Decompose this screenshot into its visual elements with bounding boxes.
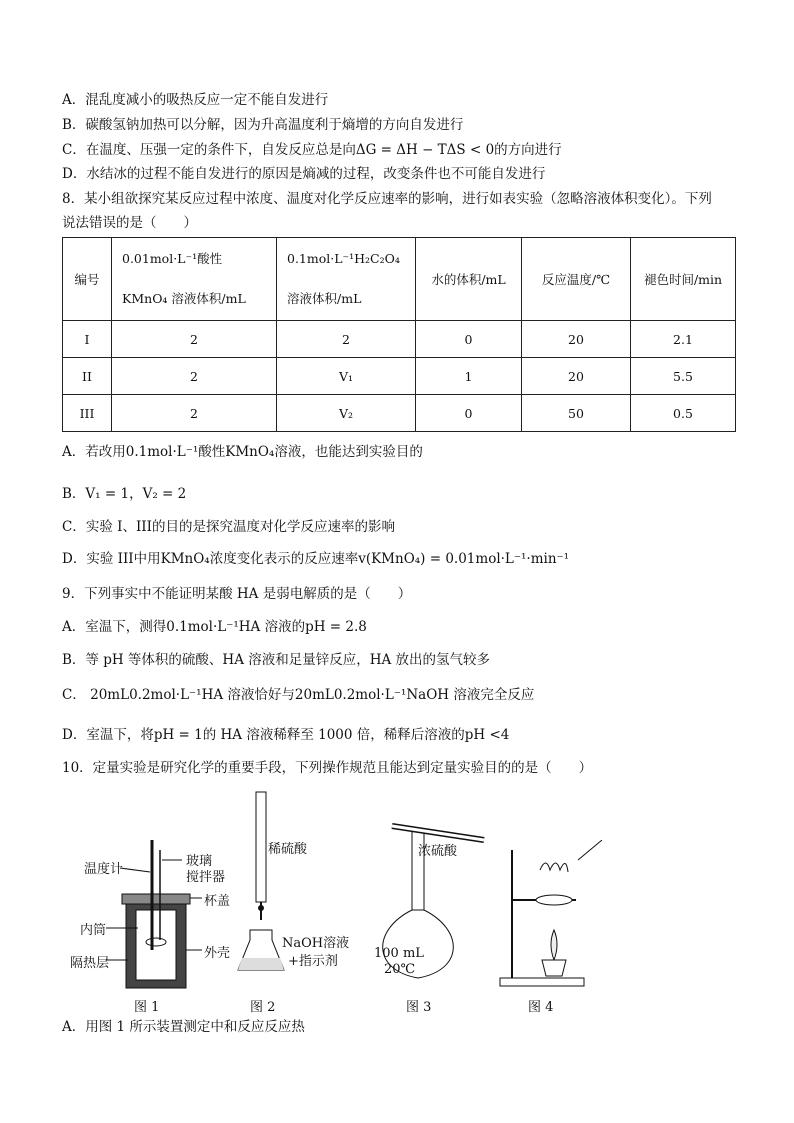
q8-option-c: C．实验 I、III的目的是探究温度对化学反应速率的影响 (62, 519, 395, 535)
q7-option-b: B．碳酸氢钠加热可以分解，因为升高温度利于熵增的方向自发进行 (62, 117, 464, 133)
header-kmno4 (112, 238, 277, 321)
label-insulation: 隔热层 (70, 956, 110, 971)
label-volume: 100 mL (374, 946, 424, 961)
header-kmno4-line1: 0.01mol·L⁻¹酸性 (122, 251, 223, 266)
header-kmno4-line2: KMnO₄ 溶液体积/mL (122, 291, 246, 306)
header-h2c2o4-line1: 0.1mol·L⁻¹H₂C₂O₄ (287, 251, 400, 266)
header-temp: 反应温度/℃ (522, 238, 631, 321)
q8-stem-line2: 说法错误的是（ ） (62, 215, 197, 231)
q8-option-d: D．实验 III中用KMnO₄浓度变化表示的反应速率v(KMnO₄) = 0.01mol·L⁻¹·min⁻¹ (62, 551, 570, 567)
cell-h2c2o4: 2 (277, 321, 416, 358)
label-dilute-acid: 稀硫酸 (268, 842, 308, 857)
cell-time: 2.1 (631, 321, 736, 358)
table-row (63, 395, 736, 432)
cell-water: 1 (416, 358, 522, 395)
cell-time: 5.5 (631, 358, 736, 395)
header-time: 褪色时间/min (631, 238, 736, 321)
q10-option-a: A．用图 1 所示装置测定中和反应反应热 (62, 1019, 305, 1035)
cell-id: II (63, 358, 112, 395)
q9-stem: 9．下列事实中不能证明某酸 HA 是弱电解质的是（ ） (62, 586, 412, 602)
cell-temp: 20 (522, 321, 631, 358)
cell-h2c2o4: V₂ (277, 395, 416, 432)
apparatus-figures (62, 790, 736, 1020)
label-shell: 外壳 (204, 946, 231, 961)
header-water: 水的体积/mL (416, 238, 522, 321)
header-number: 编号 (63, 238, 112, 321)
table-row (63, 358, 736, 395)
q10-stem: 10．定量实验是研究化学的重要手段，下列操作规范且能达到定量实验目的的是（ ） (62, 760, 593, 776)
cell-kmno4: 2 (112, 395, 277, 432)
table-header-row (63, 238, 736, 321)
q9-option-c: C． 20mL0.2mol·L⁻¹HA 溶液恰好与20mL0.2mol·L⁻¹NaOH 溶液完全反应 (62, 687, 535, 703)
figure-4-caption: 图 4 (528, 1000, 554, 1015)
label-glass-b: 搅拌器 (186, 870, 226, 885)
header-h2c2o4-line2: 溶液体积/mL (287, 291, 362, 306)
q9-option-d: D．室温下，将pH = 1的 HA 溶液稀释至 1000 倍，稀释后溶液的pH <4 (62, 727, 510, 743)
q7-option-d: D．水结冰的过程不能自发进行的原因是熵减的过程，改变条件也不可能自发进行 (62, 166, 546, 182)
cell-id: I (63, 321, 112, 358)
q8-option-a: A．若改用0.1mol·L⁻¹酸性KMnO₄溶液，也能达到实验目的 (62, 444, 423, 460)
cell-kmno4: 2 (112, 358, 277, 395)
cell-kmno4: 2 (112, 321, 277, 358)
evaporating-dish-illustration (492, 840, 612, 990)
q7-option-c: C．在温度、压强一定的条件下，自发反应总是向ΔG = ΔH − TΔS < 0的方向进行 (62, 142, 562, 158)
label-lid: 杯盖 (204, 894, 231, 909)
cell-water: 0 (416, 395, 522, 432)
table-row (63, 321, 736, 358)
figure-1-caption: 图 1 (134, 1000, 160, 1015)
label-indicator: +指示剂 (288, 954, 338, 969)
header-h2c2o4 (277, 238, 416, 321)
label-thermometer: 温度计 (84, 862, 124, 877)
q8-option-b: B．V₁ = 1，V₂ = 2 (62, 486, 187, 502)
cell-temp: 20 (522, 358, 631, 395)
cell-h2c2o4: V₁ (277, 358, 416, 395)
q8-stem-line1: 8．某小组欲探究某反应过程中浓度、温度对化学反应速率的影响，进行如表实验（忽略溶液体积变化）。下列 (62, 191, 712, 207)
q9-option-b: B．等 pH 等体积的硫酸、HA 溶液和足量锌反应，HA 放出的氢气较多 (62, 652, 491, 668)
label-temperature: 20℃ (384, 962, 416, 977)
figure-3-caption: 图 3 (406, 1000, 432, 1015)
cell-id: III (63, 395, 112, 432)
cell-time: 0.5 (631, 395, 736, 432)
label-conc-acid: 浓硫酸 (418, 844, 458, 859)
label-inner: 内筒 (80, 923, 107, 938)
label-naoh: NaOH溶液 (282, 936, 350, 951)
label-glass-a: 玻璃 (186, 854, 213, 869)
q9-option-a: A．室温下，测得0.1mol·L⁻¹HA 溶液的pH = 2.8 (62, 619, 367, 635)
cell-water: 0 (416, 321, 522, 358)
cell-temp: 50 (522, 395, 631, 432)
experiment-table (62, 237, 736, 432)
figure-2-caption: 图 2 (250, 1000, 276, 1015)
q7-option-a: A．混乱度减小的吸热反应一定不能自发进行 (62, 92, 329, 108)
